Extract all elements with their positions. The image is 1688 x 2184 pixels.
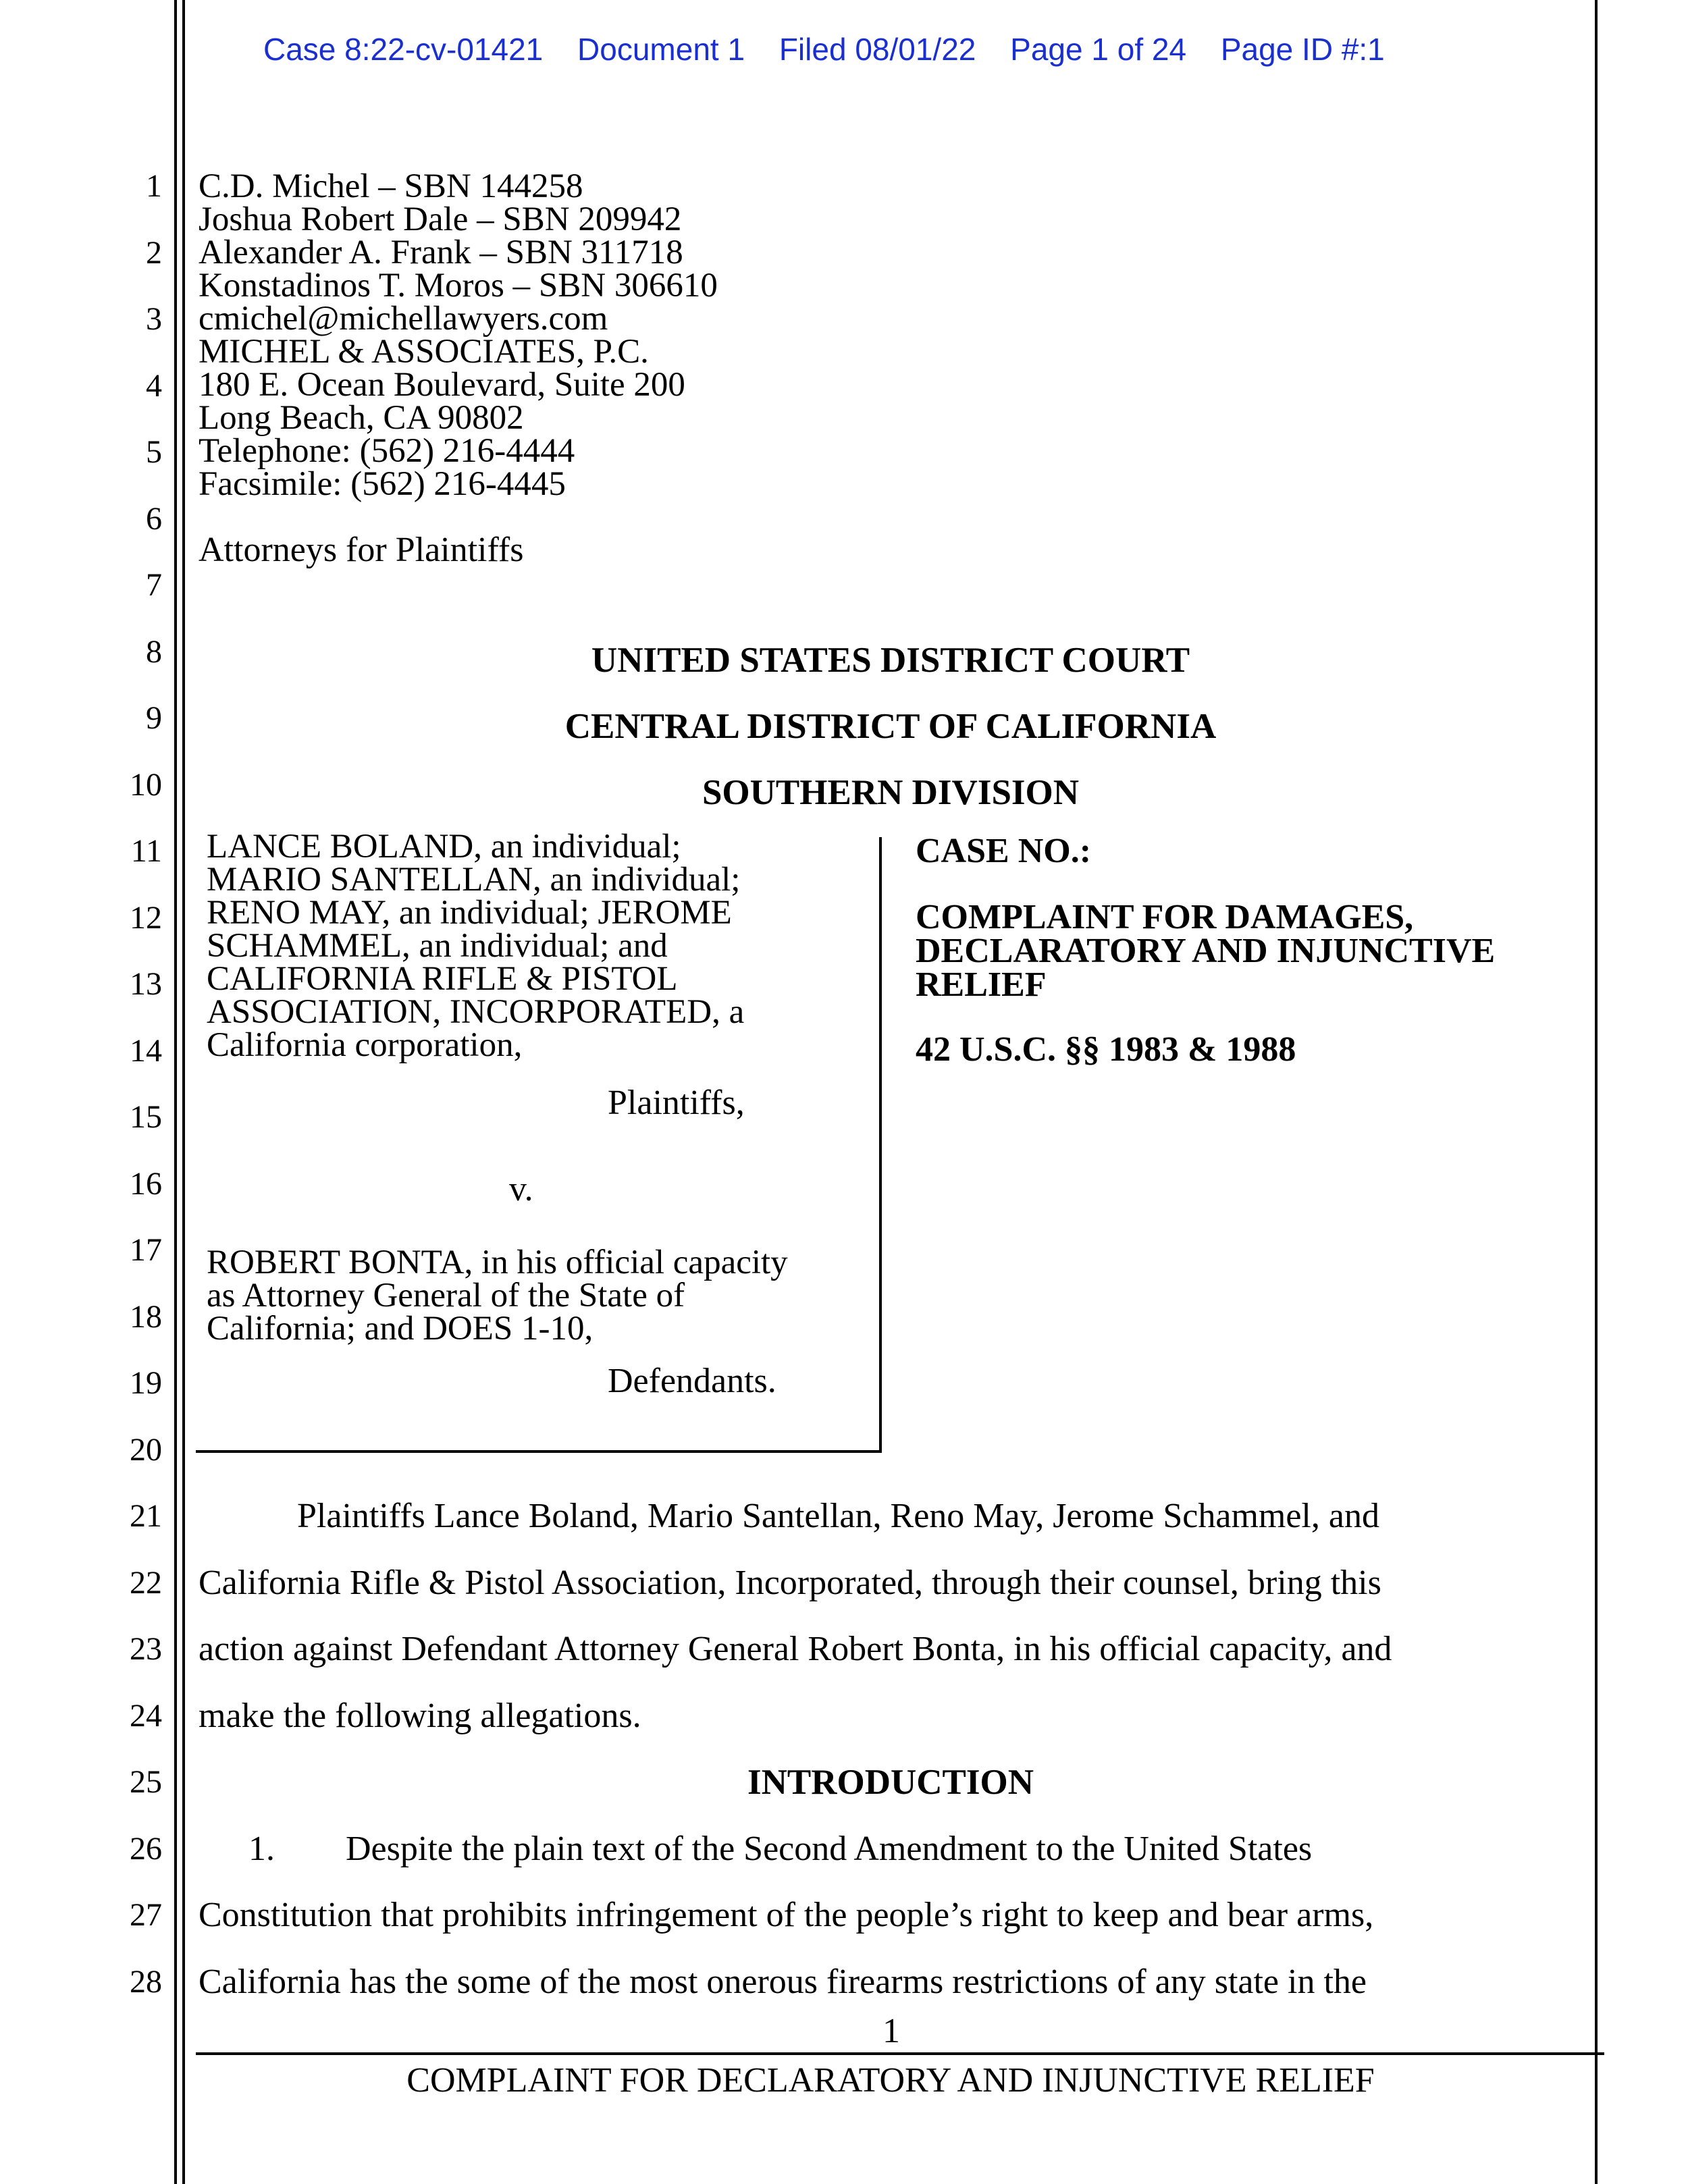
court-division: SOUTHERN DIVISION	[702, 773, 1080, 812]
line-number: 3	[146, 301, 162, 337]
line-number: 14	[130, 1033, 162, 1069]
defendant-line: California; and DOES 1-10,	[207, 1310, 594, 1348]
complaint-title	[916, 898, 1496, 1004]
plaintiff-line: SCHAMMEL, an individual; and	[207, 927, 668, 965]
header-case-number: Case 8:22-cv-01421	[263, 32, 544, 67]
line-number: 24	[130, 1698, 162, 1734]
intro-line: action against Defendant Attorney General Robert Bonta, in his official capacity, and	[199, 1630, 1392, 1668]
paragraph-line: Constitution that prohibits infringement of the people’s right to keep and bear arms,	[199, 1896, 1374, 1934]
counsel-block	[199, 167, 718, 503]
counsel-line: Long Beach, CA 90802	[199, 399, 524, 437]
counsel-line: MICHEL & ASSOCIATES, P.C.	[199, 333, 649, 371]
line-number: 10	[130, 767, 162, 803]
court-district: CENTRAL DISTRICT OF CALIFORNIA	[564, 707, 1217, 746]
line-number: 17	[130, 1232, 162, 1268]
intro-line: Plaintiffs Lance Boland, Mario Santellan, Reno May, Jerome Schammel, and	[297, 1497, 1379, 1535]
line-number: 20	[130, 1432, 162, 1468]
line-number: 11	[130, 833, 162, 869]
defendant-line: ROBERT BONTA, in his official capacity	[207, 1244, 788, 1281]
line-number: 25	[130, 1764, 162, 1800]
line-number: 23	[130, 1631, 162, 1667]
caption-defendants	[207, 1246, 882, 1346]
line-number: 7	[146, 567, 162, 603]
counsel-line: 180 E. Ocean Boulevard, Suite 200	[199, 366, 685, 404]
complaint-title-line: COMPLAINT FOR DAMAGES,	[916, 898, 1414, 936]
section-heading: INTRODUCTION	[747, 1763, 1034, 1802]
footer-title: COMPLAINT FOR DECLARATORY AND INJUNCTIVE RELIEF	[406, 2061, 1375, 2100]
paragraph-line: California has the some of the most onerous firearms restrictions of any state in the	[199, 1963, 1367, 2001]
line-number: 19	[130, 1365, 162, 1401]
line-number: 18	[130, 1299, 162, 1335]
line-number: 12	[130, 900, 162, 936]
footer-page-number: 1	[882, 2012, 900, 2050]
defendant-line: as Attorney General of the State of	[207, 1277, 685, 1314]
line-number: 6	[146, 501, 162, 537]
line-number: 28	[130, 1964, 162, 2000]
line-number: 13	[130, 966, 162, 1002]
counsel-line: C.D. Michel – SBN 144258	[199, 167, 583, 205]
defendants-label: Defendants.	[608, 1362, 776, 1400]
ecf-header	[263, 31, 1465, 68]
line-number: 8	[146, 634, 162, 670]
footer-rule	[196, 2052, 1604, 2055]
counsel-line: Alexander A. Frank – SBN 311718	[199, 234, 683, 271]
header-page-id: Page ID #:1	[1220, 32, 1385, 67]
caption-plaintiffs	[207, 830, 882, 1062]
plaintiff-line: MARIO SANTELLAN, an individual;	[207, 861, 741, 899]
case-number-label: CASE NO.:	[916, 832, 1092, 870]
line-number: 27	[130, 1897, 162, 1933]
line-number: 5	[146, 434, 162, 470]
plaintiffs-label: Plaintiffs,	[608, 1084, 745, 1122]
header-page: Page 1 of 24	[1010, 32, 1187, 67]
header-filed-date: Filed 08/01/22	[779, 32, 976, 67]
attorneys-for: Attorneys for Plaintiffs	[199, 531, 524, 569]
plaintiff-line: RENO MAY, an individual; JEROME	[207, 894, 732, 932]
counsel-line: Konstadinos T. Moros – SBN 306610	[199, 267, 718, 304]
line-number: 21	[130, 1498, 162, 1534]
counsel-email[interactable]: cmichel@michellawyers.com	[199, 300, 608, 338]
line-number: 15	[130, 1099, 162, 1135]
plaintiff-line: California corporation,	[207, 1026, 523, 1064]
counsel-line: Telephone: (562) 216-4444	[199, 432, 575, 470]
line-number: 26	[130, 1831, 162, 1867]
plaintiff-line: CALIFORNIA RIFLE & PISTOL	[207, 960, 678, 998]
line-number: 16	[130, 1166, 162, 1202]
line-number: 4	[146, 368, 162, 404]
line-number: 9	[146, 700, 162, 736]
plaintiff-line: LANCE BOLAND, an individual;	[207, 828, 681, 865]
complaint-title-line: RELIEF	[916, 965, 1047, 1004]
left-margin-rule-outer	[174, 0, 177, 2184]
left-margin-rule-inner	[182, 0, 185, 2184]
court-name: UNITED STATES DISTRICT COURT	[591, 641, 1190, 680]
versus: v.	[509, 1170, 533, 1208]
caption-bottom-rule	[196, 1450, 882, 1453]
counsel-line: Facsimile: (562) 216-4445	[199, 465, 566, 503]
line-number: 22	[130, 1565, 162, 1601]
line-number: 1	[146, 168, 162, 204]
line-number: 2	[146, 235, 162, 271]
paragraph-number: 1.	[248, 1830, 275, 1868]
plaintiff-line: ASSOCIATION, INCORPORATED, a	[207, 993, 745, 1031]
intro-line: California Rifle & Pistol Association, Incorporated, through their counsel, bring this	[199, 1564, 1381, 1602]
paragraph-line: Despite the plain text of the Second Amendment to the United States	[346, 1830, 1313, 1868]
counsel-line: Joshua Robert Dale – SBN 209942	[199, 201, 682, 238]
intro-line: make the following allegations.	[199, 1697, 641, 1735]
statute-citation: 42 U.S.C. §§ 1983 & 1988	[916, 1030, 1296, 1069]
header-document: Document 1	[577, 32, 745, 67]
complaint-title-line: DECLARATORY AND INJUNCTIVE	[916, 932, 1496, 970]
